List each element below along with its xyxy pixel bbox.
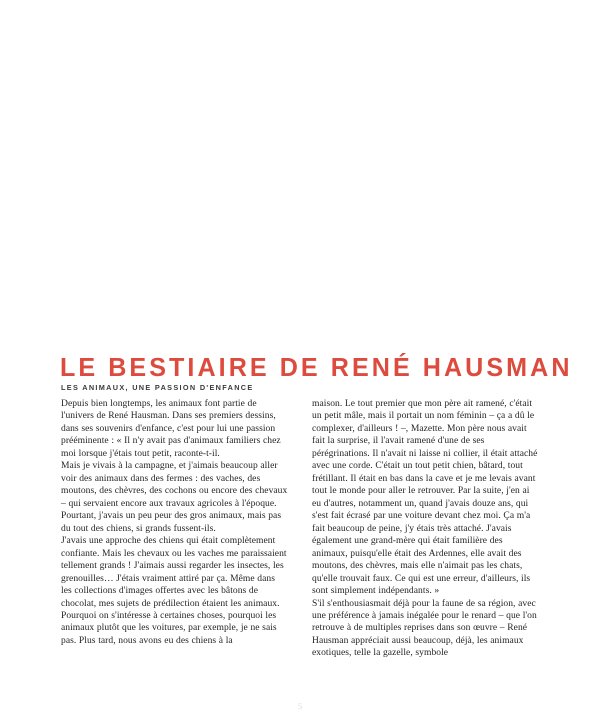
page-top-whitespace	[0, 0, 600, 330]
page-title: LE BESTIAIRE DE RENÉ HAUSMAN	[60, 354, 573, 383]
paragraph: Depuis bien longtemps, les animaux font partie de l'univers de René Hausman. Dans ses premiers dessins, dans ses souvenirs d'enfance, c'est pour lui une passion prééminente : « Il n'y avait pas d'animaux familiers chez moi lorsque j'étais tout petit, raconte-t-il.	[61, 398, 281, 459]
paragraph: S'il s'enthousiasmait déjà pour la faune de sa région, avec une préférence à jamais inégalée pour le renard – que l'on retrouve à de multiples reprises dans son œuvre – René Hausman appréciait aussi beaucoup, déjà, les animaux exotiques, telle la gazelle, symbole	[312, 597, 537, 659]
page-number: 5	[297, 701, 303, 711]
body-column-left	[61, 398, 288, 660]
paragraph: maison. Le tout premier que mon père ait ramené, c'était un petit mâle, mais il portait un nom féminin – ça a dû le complexer, d'ailleurs ! –, Mazette. Mon père nous avait fait la surprise, il l'avait ramené d'une de ses pérégrinations. Il n'avait ni laisse ni collier, il était attaché avec une corde. C'était un tout petit chien, bâtard, tout frétillant. Il était en bas dans la cave et je me levais avant tout le monde pour aller le retrouver. Par la suite, j'en ai eu d'autres, notamment un, quand j'avais douze ans, qui s'est fait écrasé par une voiture devant chez moi. Ça m'a fait beaucoup de peine, j'y étais très attaché. J'avais également une grand-mère qui était familière des animaux, puisqu'elle était des Ardennes, elle avait des moutons, des chèvres, mais elle n'aimait pas les chats, qu'elle trouvait faux. Ce qui est une erreur, d'ailleurs, ils sont simplement indépendants. »	[312, 398, 538, 597]
paragraph: J'avais une approche des chiens qui était complètement confiante. Mais les chevaux ou les vaches me paraissaient tellement grands ! J'aimais aussi regarder les insectes, les grenouilles… J'étais vraiment attiré par ça. Même dans les collections d'images offertes avec les bâtons de chocolat, mes sujets de prédilection étaient les animaux. Pourquoi on s'intéresse à certaines choses, pourquoi les animaux plutôt que les voitures, par exemple, je ne sais pas. Plus tard, nous avons eu des chiens à la	[61, 535, 287, 646]
paragraph: Pourtant, j'avais un peu peur des gros animaux, mais pas du tout des chiens, si grands fussent-ils.	[61, 510, 282, 534]
body-column-right	[312, 398, 539, 660]
paragraph: Mais je vivais à la campagne, et j'aimais beaucoup aller voir des animaux dans des fermes : des vaches, des moutons, des chèvres, des cochons ou encore des chevaux – qui servaient encore aux travaux agricoles à l'époque.	[61, 460, 288, 509]
article-body	[61, 398, 539, 660]
section-subtitle: LES ANIMAUX, UNE PASSION D'ENFANCE	[61, 383, 254, 392]
